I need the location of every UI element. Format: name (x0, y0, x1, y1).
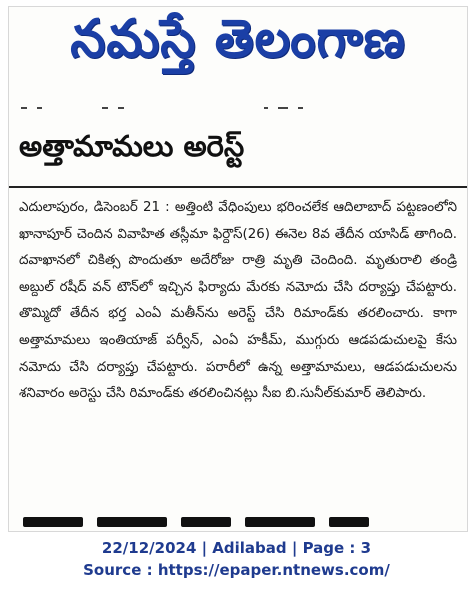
source-link: Source : https://epaper.ntnews.com/ (83, 561, 390, 579)
newspaper-clipping (8, 6, 468, 532)
cut-off-next-headline (23, 517, 453, 531)
headline-divider (9, 186, 467, 188)
article-headline: అత్తామామలు అరెస్ట్ (19, 129, 245, 163)
newspaper-masthead (9, 7, 467, 83)
cut-off-text-line (21, 99, 455, 109)
publication-info: 22/12/2024 | Adilabad | Page : 3 (101, 539, 372, 557)
masthead-title: నమస్తే తెలంగాణ (70, 7, 406, 69)
clipping-footer (0, 537, 473, 581)
article-paragraph: ఎదులాపురం, డిసెంబర్ 21 : అత్తింటి వేధింపులు భరించలేక ఆదిలాబాద్ పట్టణంలోని ఖానాపూర్ చెందిన వివాహిత తస్లీమా ఫిర్దౌస్(26) ఈనెల 8వ తేదీన యాసిడ్ తాగింది. దవాఖానలో చికిత్స పొందుతూ అదేరోజు రాత్రి మృతి చెందింది. మృతురాలి తండ్రి అబ్దుల్ రషీద్ వన్ టౌన్‌లో ఇచ్చిన ఫిర్యాదు మేరకు నమోదు చేసి దర్యాప్తు చేపట్టారు. తొమ్మిదో తేదీన భర్త ఎంఏ మతీన్‌ను అరెస్ట్ చేసి రిమాండ్‌కు తరలించారు. కాగా అత్తామామలు ఇంతియాజ్ పర్వీన్, ఎంఏ హకీమ్, ముగ్గురు ఆడపడుచులపై కేసు నమోదు చేసి దర్యాప్తు చేపట్టారు. పరారీలో ఉన్న అత్తామామలు, ఆడపడుచులను శనివారం అరెస్టు చేసి రిమాండ్‌కు తరలించినట్లు సీఐ బి.సునీల్‌కుమార్ తెలిపారు. (19, 200, 457, 402)
article-body (19, 195, 457, 408)
